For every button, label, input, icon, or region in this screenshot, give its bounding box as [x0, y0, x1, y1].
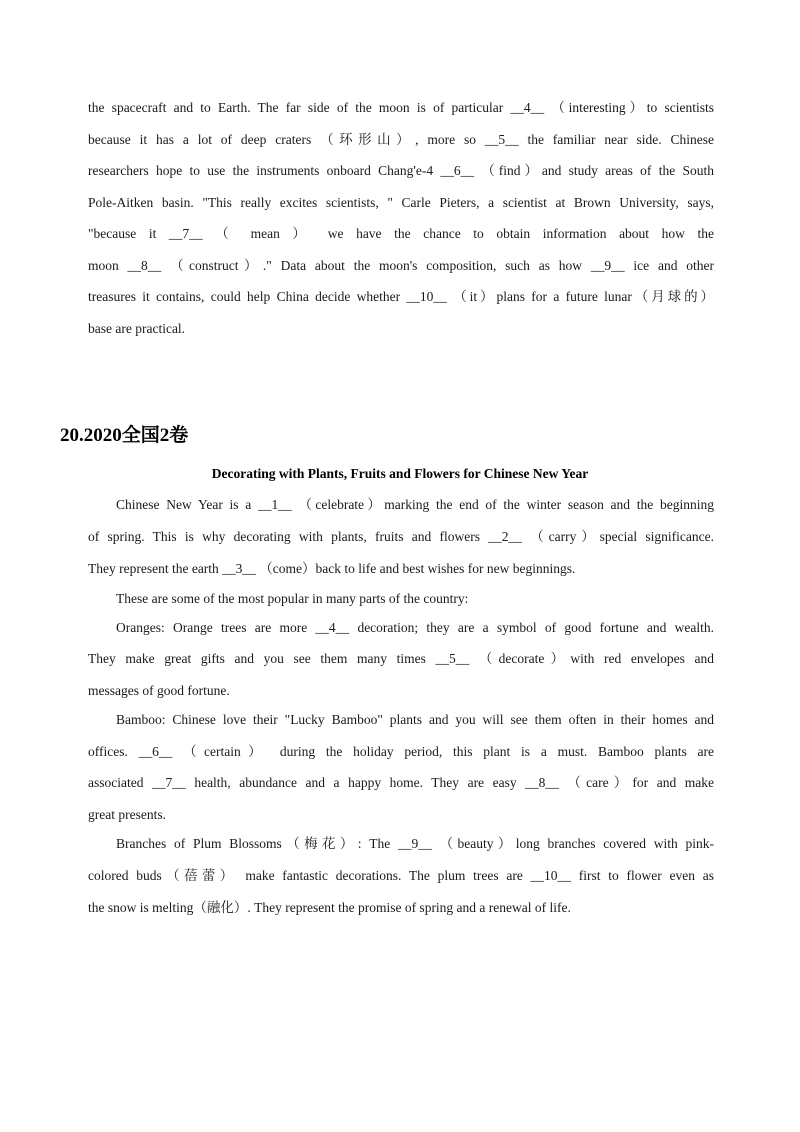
passage1-line: "because it __7__ （ mean ） we have the chance to obtain information about how the — [88, 226, 714, 241]
passage2-line: colored buds（蓓蕾） make fantastic decorations. The plum trees are __10__ first to flower even as — [88, 868, 714, 883]
passage2-line: These are some of the most popular in many parts of the country: — [116, 591, 469, 606]
passage1-line: Pole-Aitken basin. "This really excites scientists, " Carle Pieters, a scientist at Brown University, says, — [88, 195, 714, 210]
passage2-line: messages of good fortune. — [88, 683, 230, 698]
passage2-line: Branches of Plum Blossoms（梅花）: The __9__ （beauty）long branches covered with pink- — [116, 836, 714, 851]
passage1-line: base are practical. — [88, 321, 186, 336]
passage1-line: because it has a lot of deep craters （环形山）, more so __5__ the familiar near side. Chinese — [88, 132, 714, 147]
passage1-line: the spacecraft and to Earth. The far side of the moon is of particular __4__ （interesting）to scientists — [88, 100, 714, 115]
passage2-line: of spring. This is why decorating with plants, fruits and flowers __2__ （carry）special significance. — [88, 529, 714, 544]
passage2-line: Bamboo: Chinese love their "Lucky Bamboo" plants and you will see them often in their homes and — [116, 712, 714, 727]
passage1-line: treasures it contains, could help China decide whether __10__ （it）plans for a future lunar（月球的） — [88, 289, 714, 304]
passage2-line: great presents. — [88, 807, 166, 822]
passage2-line: Oranges: Orange trees are more __4__ decoration; they are a symbol of good fortune and wealth. — [116, 620, 714, 635]
passage2-line: They make great gifts and you see them many times __5__ （decorate）with red envelopes and — [88, 651, 714, 666]
passage2-line: offices. __6__ （certain） during the holiday period, this plant is a must. Bamboo plants are — [88, 744, 714, 759]
passage1-line: moon __8__ （construct）." Data about the moon's composition, such as how __9__ ice and other — [88, 258, 714, 273]
passage2-line: Chinese New Year is a __1__ （celebrate）marking the end of the winter season and the beginning — [116, 497, 714, 512]
passage2-line: the snow is melting（融化）. They represent the promise of spring and a renewal of life. — [88, 900, 571, 915]
article-title: Decorating with Plants, Fruits and Flowers for Chinese New Year — [211, 466, 589, 481]
passage2-line: associated __7__ health, abundance and a happy home. They are easy __8__ （care）for and make — [88, 775, 714, 790]
passage2-line: They represent the earth __3__ （come）back to life and best wishes for new beginnings. — [88, 561, 576, 576]
passage1-line: researchers hope to use the instruments onboard Chang'e-4 __6__ （find）and study areas of the South — [88, 163, 714, 178]
section-heading: 20.2020全国2卷 — [60, 425, 189, 446]
